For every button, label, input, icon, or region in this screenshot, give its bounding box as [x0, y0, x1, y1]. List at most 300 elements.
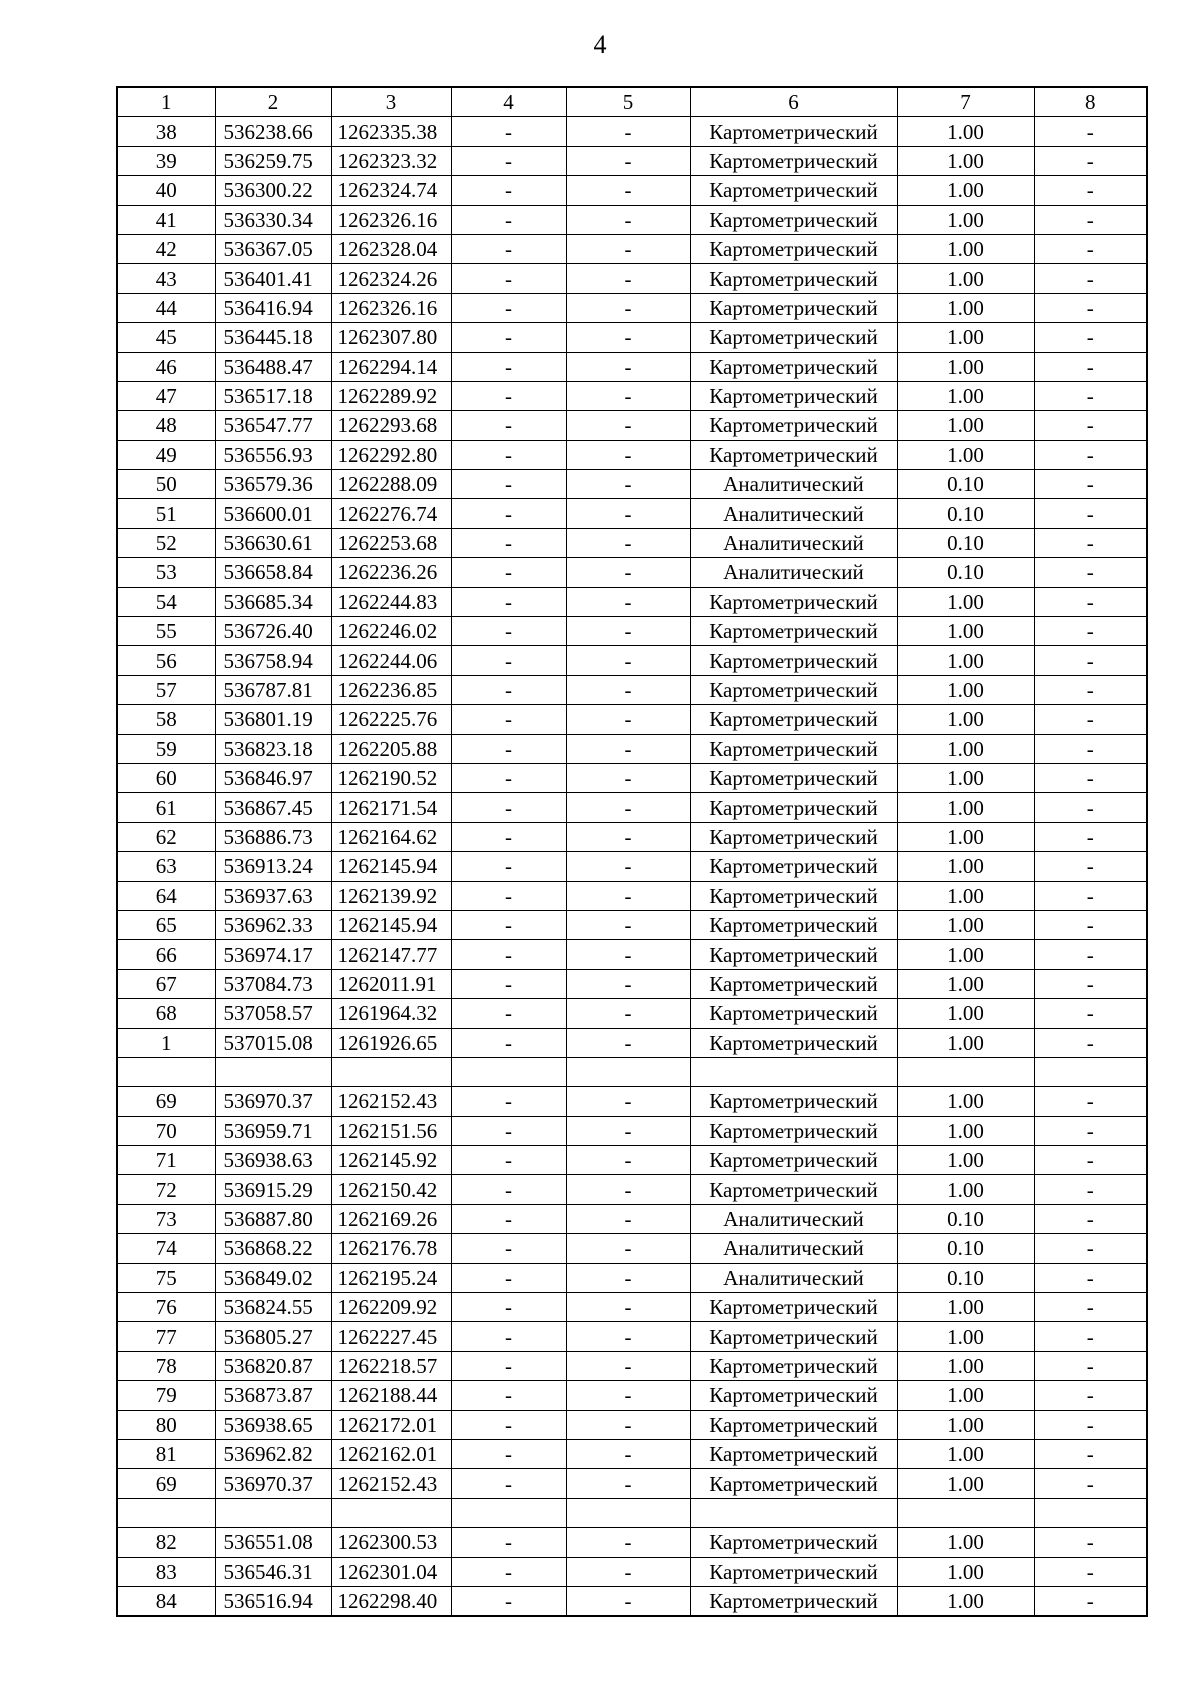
- x-coordinate-cell: 536849.02: [215, 1263, 331, 1292]
- column-5-cell: -: [566, 1439, 690, 1468]
- y-coordinate-cell: 1262190.52: [331, 763, 451, 792]
- y-coordinate-cell: 1262289.92: [331, 381, 451, 410]
- accuracy-cell: 1.00: [897, 264, 1034, 293]
- accuracy-cell: 1.00: [897, 1146, 1034, 1175]
- column-header: 1: [117, 87, 215, 117]
- column-4-cell: -: [451, 1263, 566, 1292]
- accuracy-cell: 1.00: [897, 881, 1034, 910]
- column-8-cell: -: [1034, 1028, 1147, 1057]
- accuracy-cell: 1.00: [897, 234, 1034, 263]
- method-cell: Картометрический: [690, 117, 897, 146]
- point-number-cell: 56: [117, 646, 215, 675]
- x-coordinate-cell: 536846.97: [215, 763, 331, 792]
- accuracy-cell: 1.00: [897, 1586, 1034, 1616]
- x-coordinate-cell: 537084.73: [215, 969, 331, 998]
- x-coordinate-cell: 536962.82: [215, 1439, 331, 1468]
- column-5-cell: -: [566, 1116, 690, 1145]
- y-coordinate-cell: 1262324.26: [331, 264, 451, 293]
- accuracy-cell: 1.00: [897, 793, 1034, 822]
- x-coordinate-cell: [215, 1498, 331, 1527]
- point-number-cell: 62: [117, 822, 215, 851]
- table-row: [117, 1146, 1147, 1175]
- x-coordinate-cell: 536959.71: [215, 1116, 331, 1145]
- column-8-cell: -: [1034, 822, 1147, 851]
- point-number-cell: 44: [117, 293, 215, 322]
- y-coordinate-cell: 1262205.88: [331, 734, 451, 763]
- y-coordinate-cell: 1262246.02: [331, 617, 451, 646]
- method-cell: Картометрический: [690, 234, 897, 263]
- point-number-cell: 54: [117, 587, 215, 616]
- column-5-cell: -: [566, 528, 690, 557]
- method-cell: Аналитический: [690, 1234, 897, 1263]
- table-row: [117, 1057, 1147, 1086]
- point-number-cell: 38: [117, 117, 215, 146]
- method-cell: Картометрический: [690, 411, 897, 440]
- table-row: [117, 940, 1147, 969]
- x-coordinate-cell: 536820.87: [215, 1351, 331, 1380]
- column-8-cell: -: [1034, 264, 1147, 293]
- x-coordinate-cell: 536330.34: [215, 205, 331, 234]
- column-4-cell: -: [451, 969, 566, 998]
- table-row: [117, 1263, 1147, 1292]
- column-4-cell: -: [451, 117, 566, 146]
- table-row: [117, 1557, 1147, 1586]
- method-cell: Картометрический: [690, 205, 897, 234]
- method-cell: Картометрический: [690, 1146, 897, 1175]
- point-number-cell: [117, 1498, 215, 1527]
- y-coordinate-cell: 1262244.83: [331, 587, 451, 616]
- x-coordinate-cell: 536238.66: [215, 117, 331, 146]
- y-coordinate-cell: 1262218.57: [331, 1351, 451, 1380]
- column-4-cell: -: [451, 999, 566, 1028]
- column-8-cell: -: [1034, 381, 1147, 410]
- column-8-cell: -: [1034, 1204, 1147, 1233]
- accuracy-cell: 1.00: [897, 1410, 1034, 1439]
- y-coordinate-cell: 1262151.56: [331, 1116, 451, 1145]
- column-8-cell: -: [1034, 293, 1147, 322]
- column-8-cell: -: [1034, 969, 1147, 998]
- point-number-cell: [117, 1057, 215, 1086]
- point-number-cell: 53: [117, 558, 215, 587]
- column-4-cell: [451, 1498, 566, 1527]
- column-4-cell: -: [451, 587, 566, 616]
- column-5-cell: -: [566, 852, 690, 881]
- y-coordinate-cell: 1262176.78: [331, 1234, 451, 1263]
- method-cell: Аналитический: [690, 499, 897, 528]
- y-coordinate-cell: [331, 1057, 451, 1086]
- method-cell: Аналитический: [690, 1204, 897, 1233]
- column-5-cell: -: [566, 117, 690, 146]
- accuracy-cell: 0.10: [897, 528, 1034, 557]
- column-8-cell: -: [1034, 1410, 1147, 1439]
- table-header-row: [117, 87, 1147, 117]
- point-number-cell: 71: [117, 1146, 215, 1175]
- y-coordinate-cell: 1262236.26: [331, 558, 451, 587]
- x-coordinate-cell: 536886.73: [215, 822, 331, 851]
- column-8-cell: -: [1034, 411, 1147, 440]
- column-5-cell: -: [566, 234, 690, 263]
- accuracy-cell: 1.00: [897, 323, 1034, 352]
- column-8-cell: -: [1034, 352, 1147, 381]
- point-number-cell: 65: [117, 910, 215, 939]
- table-row: [117, 176, 1147, 205]
- accuracy-cell: 1.00: [897, 1322, 1034, 1351]
- column-4-cell: -: [451, 910, 566, 939]
- column-5-cell: -: [566, 1586, 690, 1616]
- column-8-cell: -: [1034, 675, 1147, 704]
- x-coordinate-cell: 536416.94: [215, 293, 331, 322]
- table-row: [117, 146, 1147, 175]
- x-coordinate-cell: 536401.41: [215, 264, 331, 293]
- column-5-cell: -: [566, 381, 690, 410]
- table-row: [117, 763, 1147, 792]
- method-cell: Картометрический: [690, 1439, 897, 1468]
- y-coordinate-cell: 1262307.80: [331, 323, 451, 352]
- column-4-cell: [451, 1057, 566, 1086]
- point-number-cell: 43: [117, 264, 215, 293]
- x-coordinate-cell: 536805.27: [215, 1322, 331, 1351]
- column-8-cell: -: [1034, 234, 1147, 263]
- point-number-cell: 67: [117, 969, 215, 998]
- column-8-cell: -: [1034, 1469, 1147, 1498]
- point-number-cell: 69: [117, 1087, 215, 1116]
- y-coordinate-cell: 1262188.44: [331, 1381, 451, 1410]
- x-coordinate-cell: 536938.63: [215, 1146, 331, 1175]
- column-5-cell: -: [566, 705, 690, 734]
- point-number-cell: 66: [117, 940, 215, 969]
- method-cell: Картометрический: [690, 1175, 897, 1204]
- accuracy-cell: 0.10: [897, 499, 1034, 528]
- method-cell: Картометрический: [690, 1322, 897, 1351]
- column-4-cell: -: [451, 1087, 566, 1116]
- x-coordinate-cell: 536579.36: [215, 470, 331, 499]
- column-5-cell: -: [566, 675, 690, 704]
- accuracy-cell: 0.10: [897, 558, 1034, 587]
- y-coordinate-cell: 1262145.92: [331, 1146, 451, 1175]
- column-4-cell: -: [451, 1557, 566, 1586]
- column-8-cell: -: [1034, 499, 1147, 528]
- y-coordinate-cell: 1262253.68: [331, 528, 451, 557]
- x-coordinate-cell: 536488.47: [215, 352, 331, 381]
- y-coordinate-cell: 1262152.43: [331, 1469, 451, 1498]
- accuracy-cell: 1.00: [897, 176, 1034, 205]
- column-8-cell: -: [1034, 617, 1147, 646]
- accuracy-cell: 1.00: [897, 822, 1034, 851]
- point-number-cell: 57: [117, 675, 215, 704]
- column-8-cell: -: [1034, 1146, 1147, 1175]
- column-4-cell: -: [451, 675, 566, 704]
- table-row: [117, 1087, 1147, 1116]
- column-5-cell: -: [566, 1087, 690, 1116]
- x-coordinate-cell: 536801.19: [215, 705, 331, 734]
- column-5-cell: -: [566, 499, 690, 528]
- table-row: [117, 999, 1147, 1028]
- x-coordinate-cell: 536556.93: [215, 440, 331, 469]
- method-cell: Аналитический: [690, 1263, 897, 1292]
- column-4-cell: -: [451, 234, 566, 263]
- column-4-cell: -: [451, 176, 566, 205]
- column-4-cell: -: [451, 1410, 566, 1439]
- column-header: 8: [1034, 87, 1147, 117]
- x-coordinate-cell: 536824.55: [215, 1293, 331, 1322]
- column-5-cell: -: [566, 323, 690, 352]
- point-number-cell: 50: [117, 470, 215, 499]
- column-5-cell: -: [566, 1557, 690, 1586]
- accuracy-cell: 1.00: [897, 587, 1034, 616]
- point-number-cell: 45: [117, 323, 215, 352]
- method-cell: Картометрический: [690, 323, 897, 352]
- point-number-cell: 64: [117, 881, 215, 910]
- y-coordinate-cell: 1262236.85: [331, 675, 451, 704]
- method-cell: Аналитический: [690, 558, 897, 587]
- column-5-cell: -: [566, 146, 690, 175]
- method-cell: Картометрический: [690, 146, 897, 175]
- accuracy-cell: 1.00: [897, 969, 1034, 998]
- point-number-cell: 69: [117, 1469, 215, 1498]
- x-coordinate-cell: 536913.24: [215, 852, 331, 881]
- y-coordinate-cell: 1262145.94: [331, 852, 451, 881]
- table-row: [117, 705, 1147, 734]
- table-row: [117, 1116, 1147, 1145]
- table-row: [117, 1381, 1147, 1410]
- y-coordinate-cell: 1262244.06: [331, 646, 451, 675]
- accuracy-cell: 1.00: [897, 205, 1034, 234]
- method-cell: Картометрический: [690, 646, 897, 675]
- accuracy-cell: 1.00: [897, 1175, 1034, 1204]
- accuracy-cell: 1.00: [897, 146, 1034, 175]
- column-8-cell: -: [1034, 146, 1147, 175]
- point-number-cell: 75: [117, 1263, 215, 1292]
- column-5-cell: -: [566, 1263, 690, 1292]
- method-cell: Аналитический: [690, 528, 897, 557]
- point-number-cell: 58: [117, 705, 215, 734]
- table-row: [117, 293, 1147, 322]
- accuracy-cell: 1.00: [897, 352, 1034, 381]
- point-number-cell: 72: [117, 1175, 215, 1204]
- x-coordinate-cell: 536938.65: [215, 1410, 331, 1439]
- table-row: [117, 1234, 1147, 1263]
- table-row: [117, 587, 1147, 616]
- x-coordinate-cell: 536517.18: [215, 381, 331, 410]
- column-8-cell: -: [1034, 1322, 1147, 1351]
- y-coordinate-cell: 1262298.40: [331, 1586, 451, 1616]
- column-4-cell: -: [451, 381, 566, 410]
- table-row: [117, 499, 1147, 528]
- method-cell: [690, 1498, 897, 1527]
- column-4-cell: -: [451, 763, 566, 792]
- x-coordinate-cell: 536970.37: [215, 1087, 331, 1116]
- column-5-cell: [566, 1057, 690, 1086]
- x-coordinate-cell: 536300.22: [215, 176, 331, 205]
- column-header: 7: [897, 87, 1034, 117]
- y-coordinate-cell: 1262300.53: [331, 1528, 451, 1557]
- column-5-cell: -: [566, 1322, 690, 1351]
- column-5-cell: -: [566, 1381, 690, 1410]
- column-8-cell: [1034, 1498, 1147, 1527]
- table-row: [117, 1439, 1147, 1468]
- column-8-cell: -: [1034, 999, 1147, 1028]
- column-5-cell: -: [566, 470, 690, 499]
- point-number-cell: 82: [117, 1528, 215, 1557]
- column-5-cell: -: [566, 1146, 690, 1175]
- x-coordinate-cell: 537015.08: [215, 1028, 331, 1057]
- column-4-cell: -: [451, 205, 566, 234]
- column-4-cell: -: [451, 1439, 566, 1468]
- column-4-cell: -: [451, 411, 566, 440]
- column-5-cell: -: [566, 1469, 690, 1498]
- coordinates-table: [116, 86, 1148, 1617]
- table-row: [117, 910, 1147, 939]
- x-coordinate-cell: 536937.63: [215, 881, 331, 910]
- y-coordinate-cell: 1262324.74: [331, 176, 451, 205]
- accuracy-cell: 0.10: [897, 470, 1034, 499]
- method-cell: Картометрический: [690, 352, 897, 381]
- column-4-cell: -: [451, 1528, 566, 1557]
- accuracy-cell: 1.00: [897, 411, 1034, 440]
- y-coordinate-cell: 1262301.04: [331, 1557, 451, 1586]
- column-8-cell: -: [1034, 528, 1147, 557]
- method-cell: Картометрический: [690, 587, 897, 616]
- method-cell: Картометрический: [690, 1586, 897, 1616]
- y-coordinate-cell: 1261926.65: [331, 1028, 451, 1057]
- column-8-cell: -: [1034, 1234, 1147, 1263]
- column-4-cell: -: [451, 822, 566, 851]
- accuracy-cell: 1.00: [897, 1439, 1034, 1468]
- column-5-cell: -: [566, 1234, 690, 1263]
- column-5-cell: -: [566, 587, 690, 616]
- point-number-cell: 83: [117, 1557, 215, 1586]
- x-coordinate-cell: 536962.33: [215, 910, 331, 939]
- column-8-cell: -: [1034, 1528, 1147, 1557]
- point-number-cell: 77: [117, 1322, 215, 1351]
- point-number-cell: 55: [117, 617, 215, 646]
- method-cell: Картометрический: [690, 969, 897, 998]
- column-8-cell: -: [1034, 763, 1147, 792]
- method-cell: Картометрический: [690, 1528, 897, 1557]
- column-5-cell: -: [566, 1528, 690, 1557]
- table-row: [117, 1322, 1147, 1351]
- y-coordinate-cell: 1262227.45: [331, 1322, 451, 1351]
- y-coordinate-cell: 1262292.80: [331, 440, 451, 469]
- column-8-cell: -: [1034, 323, 1147, 352]
- point-number-cell: 68: [117, 999, 215, 1028]
- point-number-cell: 51: [117, 499, 215, 528]
- y-coordinate-cell: 1261964.32: [331, 999, 451, 1028]
- accuracy-cell: [897, 1498, 1034, 1527]
- point-number-cell: 76: [117, 1293, 215, 1322]
- table-row: [117, 264, 1147, 293]
- accuracy-cell: 1.00: [897, 910, 1034, 939]
- y-coordinate-cell: 1262276.74: [331, 499, 451, 528]
- accuracy-cell: 1.00: [897, 117, 1034, 146]
- column-8-cell: -: [1034, 734, 1147, 763]
- method-cell: Картометрический: [690, 176, 897, 205]
- table-row: [117, 1293, 1147, 1322]
- column-5-cell: -: [566, 1351, 690, 1380]
- x-coordinate-cell: 536259.75: [215, 146, 331, 175]
- page-number: 4: [593, 30, 607, 59]
- point-number-cell: 63: [117, 852, 215, 881]
- column-8-cell: -: [1034, 176, 1147, 205]
- accuracy-cell: 0.10: [897, 1234, 1034, 1263]
- x-coordinate-cell: 536823.18: [215, 734, 331, 763]
- table-row: [117, 822, 1147, 851]
- y-coordinate-cell: 1262164.62: [331, 822, 451, 851]
- y-coordinate-cell: 1262209.92: [331, 1293, 451, 1322]
- column-5-cell: -: [566, 1028, 690, 1057]
- column-4-cell: -: [451, 470, 566, 499]
- column-4-cell: -: [451, 852, 566, 881]
- column-4-cell: -: [451, 1293, 566, 1322]
- column-8-cell: -: [1034, 705, 1147, 734]
- method-cell: Картометрический: [690, 1469, 897, 1498]
- accuracy-cell: 1.00: [897, 1557, 1034, 1586]
- x-coordinate-cell: 536367.05: [215, 234, 331, 263]
- y-coordinate-cell: 1262152.43: [331, 1087, 451, 1116]
- column-8-cell: -: [1034, 470, 1147, 499]
- accuracy-cell: 1.00: [897, 1351, 1034, 1380]
- column-5-cell: -: [566, 910, 690, 939]
- method-cell: Картометрический: [690, 1028, 897, 1057]
- x-coordinate-cell: 537058.57: [215, 999, 331, 1028]
- y-coordinate-cell: 1262150.42: [331, 1175, 451, 1204]
- y-coordinate-cell: 1262328.04: [331, 234, 451, 263]
- method-cell: Картометрический: [690, 1116, 897, 1145]
- y-coordinate-cell: [331, 1498, 451, 1527]
- method-cell: Картометрический: [690, 440, 897, 469]
- table-row: [117, 1351, 1147, 1380]
- column-8-cell: -: [1034, 1263, 1147, 1292]
- method-cell: Картометрический: [690, 1293, 897, 1322]
- table-row: [117, 1498, 1147, 1527]
- column-4-cell: -: [451, 734, 566, 763]
- column-8-cell: -: [1034, 1175, 1147, 1204]
- x-coordinate-cell: 536787.81: [215, 675, 331, 704]
- point-number-cell: 46: [117, 352, 215, 381]
- table-row: [117, 528, 1147, 557]
- column-5-cell: -: [566, 999, 690, 1028]
- column-8-cell: -: [1034, 940, 1147, 969]
- column-8-cell: -: [1034, 1116, 1147, 1145]
- method-cell: Картометрический: [690, 1381, 897, 1410]
- column-5-cell: -: [566, 1293, 690, 1322]
- table-row: [117, 470, 1147, 499]
- x-coordinate-cell: 536974.17: [215, 940, 331, 969]
- column-5-cell: -: [566, 763, 690, 792]
- column-4-cell: -: [451, 793, 566, 822]
- table-row: [117, 1469, 1147, 1498]
- column-4-cell: -: [451, 1586, 566, 1616]
- column-5-cell: -: [566, 646, 690, 675]
- table-row: [117, 646, 1147, 675]
- table-row: [117, 411, 1147, 440]
- y-coordinate-cell: 1262011.91: [331, 969, 451, 998]
- method-cell: Картометрический: [690, 617, 897, 646]
- x-coordinate-cell: 536915.29: [215, 1175, 331, 1204]
- accuracy-cell: 1.00: [897, 440, 1034, 469]
- column-4-cell: -: [451, 1351, 566, 1380]
- point-number-cell: 74: [117, 1234, 215, 1263]
- column-5-cell: -: [566, 969, 690, 998]
- y-coordinate-cell: 1262323.32: [331, 146, 451, 175]
- point-number-cell: 59: [117, 734, 215, 763]
- method-cell: Картометрический: [690, 675, 897, 704]
- accuracy-cell: [897, 1057, 1034, 1086]
- point-number-cell: 52: [117, 528, 215, 557]
- method-cell: Картометрический: [690, 264, 897, 293]
- column-4-cell: -: [451, 1175, 566, 1204]
- column-4-cell: -: [451, 293, 566, 322]
